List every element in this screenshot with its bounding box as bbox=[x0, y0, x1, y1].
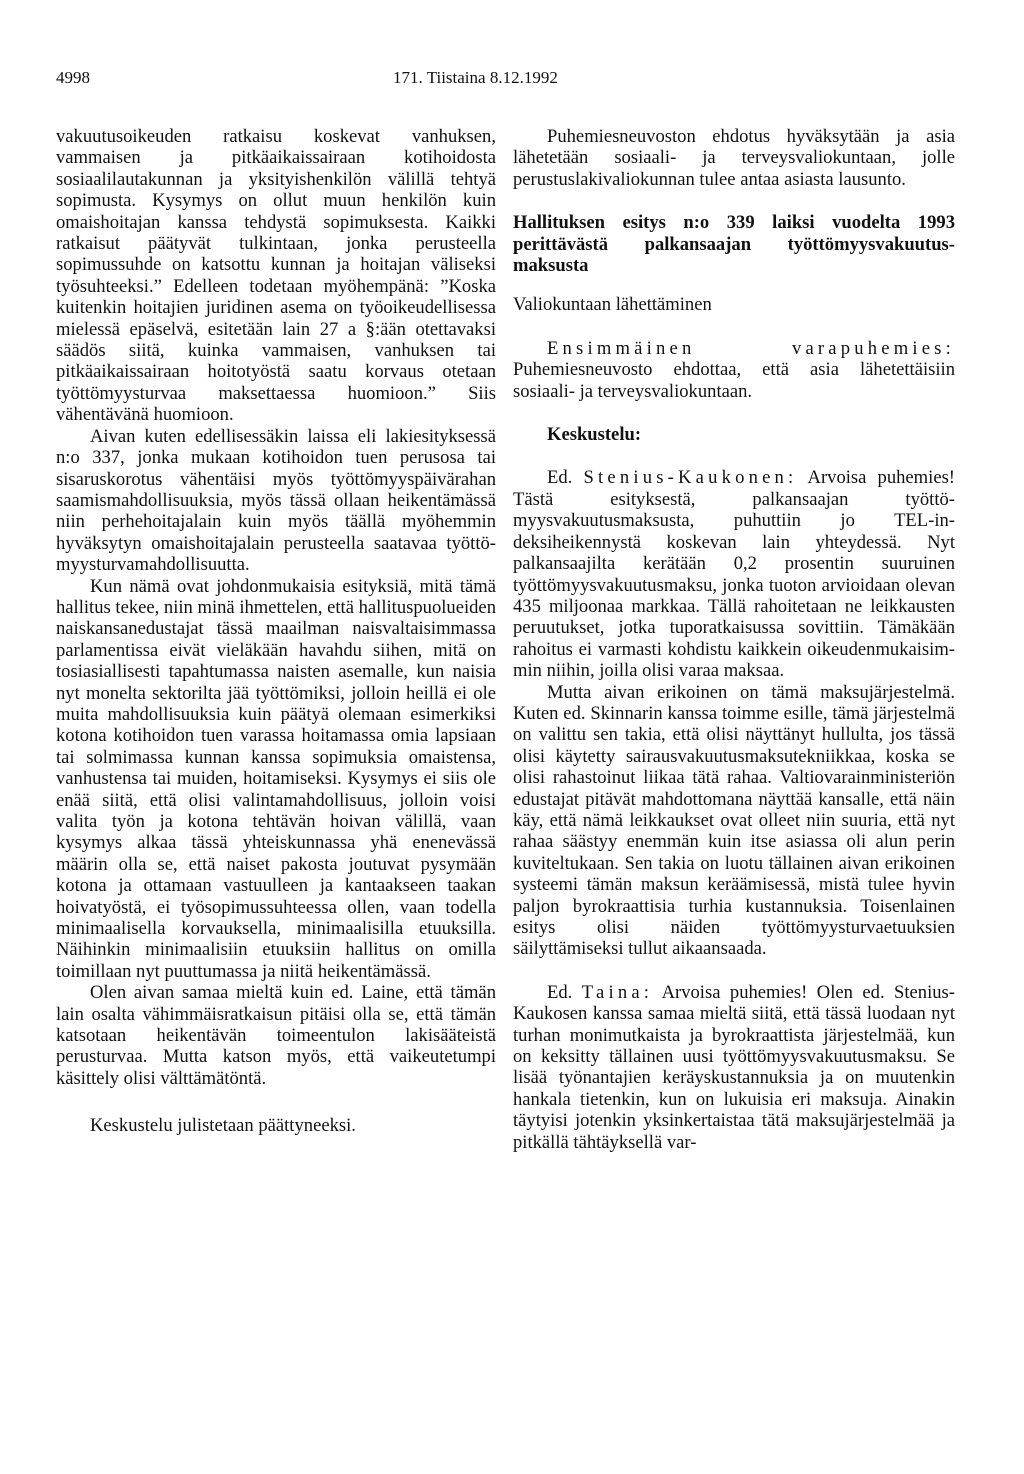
discussion-closed-note: Keskustelu julistetaan päättyneeksi. bbox=[90, 1115, 356, 1137]
left-paragraph-4: Olen aivan samaa mieltä kuin ed. Laine, että tämän lain osalta vähimmäisratkaisun pitäisi olla se, että tämän katsotaan heikentävän toimeentulon lakisääteistä perusturvaa. Mutta katson myös, että vaikeutetumpi käsittely olisi välttämätöntä. bbox=[56, 982, 496, 1089]
reading-paragraph bbox=[513, 338, 955, 402]
running-head: 171. Tiistaina 8.12.1992 bbox=[393, 68, 558, 87]
bill-heading: Hallituksen esitys n:o 339 laiksi vuodelta 1993 perittävästä palkansaajan työttömyysvakuutusmaksusta bbox=[513, 212, 955, 277]
left-paragraph-3: Kun nämä ovat johdonmukaisia esityksiä, mitä tämä hallitus tekee, niin minä ihmettelen, että hallituspuolueiden naiskansanedustajat tässä maailman naisvaltaisimmassa parlamentissa eivät vieläkään havahdu siihen, mitä on tosiasiallisesti tapahtumassa naisten asemalle, kun naisia nyt monelta sektorilta jää työttömiksi, jolloin heillä ei ole muita mahdollisuuksia kuin päätyä olemaan esimerkiksi kotona kotihoidon tuen varassa hoitamassa omia lapsiaan tai solmimassa kunnan kanssa sopimuksia omaistensa, vanhustensa tai muiden, hoitamiseksi. Kysymys ei siis ole enää siitä, että olisi valintamahdollisuus, jolloin voisi valita työn ja kotona tehtävän hoivan välillä, vaan kysymys alkaa tässä yhteiskunnassa yhä enenevässä määrin olla se, että naiset pakosta joutuvat pysymään kotona ja ottamaan vastuulleen ja kantaakseen taakan hoivatyöstä, ei työsopimussuhteessa ollen, vaan todella minimaalisella korvauksella, minimaalisilla etuuksilla. Näihinkin minimaalisiin etuuksiin hallitus on omilla toimillaan nyt puuttumassa ja niitä heikentämässä. bbox=[56, 575, 496, 982]
page-number: 4998 bbox=[56, 68, 90, 87]
right-column bbox=[513, 126, 955, 1153]
reading-text: Puhemiesneuvosto ehdottaa, että asia lähetettäisiin sosiaali- ja terveysvaliokuntaan. bbox=[513, 359, 955, 402]
speaker-prefix: Ed. bbox=[547, 467, 573, 489]
speaker-prefix: Ed. bbox=[547, 981, 573, 1003]
left-column bbox=[56, 126, 496, 1137]
speaker-label-deputy-speaker: Ensimmäinen varapuhemies: bbox=[547, 337, 955, 359]
left-paragraph-2: Aivan kuten edellisessäkin laissa eli lakiesityksessä n:o 337, jonka mukaan kotihoidon tuen perusosa tai sisaruskorotus vähentäisi myös työttömyyspäivärahan saamismahdollisuuksia, myös tässä ollaan heikentämässä niin perhehoitajalain kuin myös täällä myöhemmin hyväksytyn omaishoitajalain perusteella saatavaa työttömyysturvamahdollisuutta. bbox=[56, 425, 496, 576]
speech-stenius-kaukonen bbox=[513, 467, 955, 681]
committee-referral-note: Puhemiesneuvoston ehdotus hyväksytään ja asia lähetetään sosiaali- ja terveysvaliokuntaan, jolle perustuslakivaliokunnan tulee antaa asiasta lausunto. bbox=[513, 126, 955, 190]
discussion-label: Keskustelu: bbox=[547, 424, 642, 446]
right-paragraph-2: Mutta aivan erikoinen on tämä maksujärjestelmä. Kuten ed. Skinnarin kanssa toimme esille, tämä järjestelmä on valittu sen takia, että olisi näyttänyt hullulta, jos tässä olisi käytetty sairausvakuutusmaksutekniikkaa, koska se olisi rahastoinut liikaa tätä rahaa. Valtiovarainministeriön edustajat pitävät mahdottomana näyttää kansalle, että näin käy, että nämä leikkaukset ovat olleet niin suuria, että nyt rahaa säästyy enemmän kuin itse asiassa oli alun perin kuviteltukaan. Sen takia on luotu tällainen aivan erikoinen systeemi tämän maksun keräämisessä, mistä tulee hyvin paljon byrokraattisia turhia kustannuksia. Toisenlainen esitys olisi näiden työttömyysturvaetuuksien säilyttämiseksi tullut aikaansaada. bbox=[513, 681, 955, 960]
speaker-name-taina: Taina: bbox=[581, 981, 654, 1003]
left-paragraph-1: vakuutusoikeuden ratkaisu koskevat vanhuksen, vammaisen ja pitkäaikaissairaan kotihoidosta sosiaalilautakunnan ja yksityishenkilön välillä tehtyä sopimusta. Kysymys on ollut muun henkilön kuin omaishoitajan kanssa tehdystä sopimuksesta. Kaikki ratkaisut päätyvät tulkintaan, jonka perusteella sopimussuhde on katsottu kunnan ja hoitajan väliseksi työsuhteeksi.” Edelleen todetaan myöhempänä: ”Koska kuitenkin hoitajien juridinen asema on työoikeudellisessa mielessä epäselvä, esitetään lain 27 a §:ään otettavaksi säädös siitä, kuinka vammaisen, vanhuksen tai pitkäaikaissairaan hoitotyöstä saatu korvaus otetaan työttömyysturvaa maksettaessa huomioon.” Siis vähentävänä huomioon. bbox=[56, 126, 496, 426]
speaker-name-stenius-kaukonen: Stenius-Kaukonen: bbox=[583, 467, 798, 489]
bill-subheading: Valiokuntaan lähettäminen bbox=[513, 294, 712, 316]
speech-text-stenius-kaukonen: Arvoisa puhemies! Tästä esityksestä, palkansaajan työttömyysvakuutusmaksusta, puhuttiin jo TEL-indeksiheikennystä koskevan lain yhteydessä. Nyt palkansaajilta kerätään 0,2 prosentin suuruinen työttömyysvakuutusmaksu, jonka tuoton arvioidaan olevan 435 miljoonaa markkaa. Tällä rahoitetaan ne leikkausten peruutukset, jotka tuporatkaisussa sovittiin. Tämäkään rahoitus ei varmasti kohdistu kaikkein oikeudenmukaisimmin niihin, joilla olisi varaa maksaa. bbox=[513, 467, 955, 682]
speech-text-taina: Arvoisa puhemies! Olen ed. Stenius-Kaukosen kanssa samaa mieltä siitä, että tässä luodaan nyt turhan monimutkaista ja byrokraattista järjestelmää, kun on keksitty tällainen uusi työttömyysvakuutusmaksu. Se lisää työnantajien keräyskustannuksia ja on muutenkin hankala tietenkin, kun on lukuisia eri maksuja. Ainakin täytyisi jotenkin yksinkertaistaa tätä maksujärjestelmää ja pitkällä tähtäyksellä var- bbox=[513, 981, 955, 1153]
speech-taina bbox=[513, 982, 955, 1153]
